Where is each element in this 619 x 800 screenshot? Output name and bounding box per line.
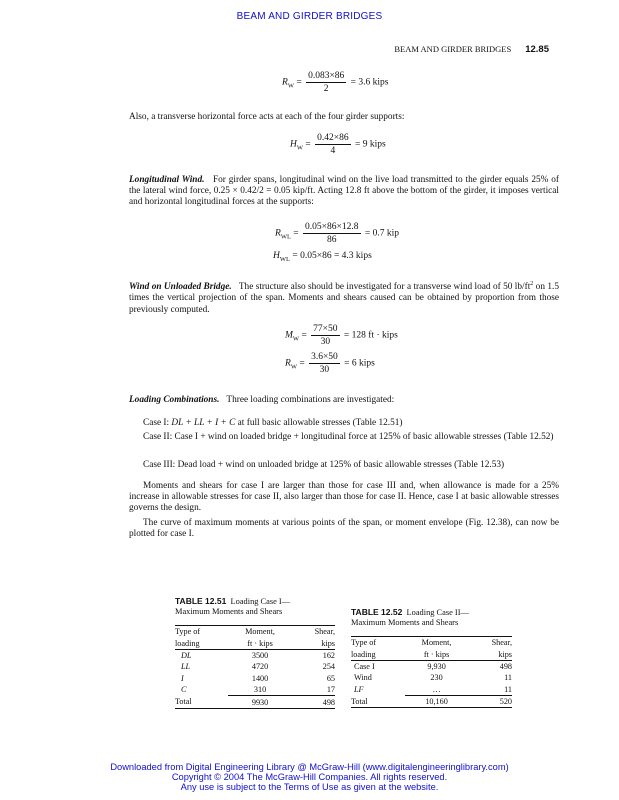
table-row: Case I 9,930 498 xyxy=(351,660,512,672)
heading-loading-combinations: Loading Combinations. xyxy=(129,395,220,405)
paragraph-longitudinal-wind: Longitudinal Wind. For girder spans, longitudinal wind on the live load transmitted to the girder equals 25% of the lateral wind force, 0.25 × 0.42/2 = 0.05 kip/ft. Acting 12.8 ft above the bottom of the girder, it imposes vertical and horizontal longitudinal forces at the supports: xyxy=(129,175,559,208)
paragraph-loading-combinations: Loading Combinations. Three loading combinations are investigated: xyxy=(129,395,395,405)
table-row: LL 4720 254 xyxy=(181,662,335,672)
case-2: Case II: Case I + wind on loaded bridge + longitudinal force at 125% of basic allowable stresses (Table 12.52) xyxy=(143,432,554,442)
table-12-51 xyxy=(175,596,335,709)
footer xyxy=(0,762,619,792)
table-caption: TABLE 12.52 Loading Case II— xyxy=(351,607,469,617)
paragraph-moments-shears: Moments and shears for case I are larger than those for case III and, when allowance is made for a 25% increase in allowable stresses for case II, also larger than those for case II. Hence, case I at basic allowable stresses governs the design. xyxy=(129,481,559,514)
heading-longitudinal-wind: Longitudinal Wind. xyxy=(129,175,205,185)
table-row: C 310 17 xyxy=(181,685,335,695)
case-3: Case III: Dead load + wind on unloaded bridge at 125% of basic allowable stresses (Table 12.53) xyxy=(143,460,505,470)
footer-copyright: Copyright © 2004 The McGraw-Hill Companies. All rights reserved. xyxy=(171,772,448,782)
table-caption: TABLE 12.51 Loading Case I— xyxy=(175,596,291,606)
page-number: 12.85 xyxy=(525,44,549,55)
equation-mw: $M_W$ = $\frac{77\times 50}{30}$ = 128 ft · kips xyxy=(285,324,398,347)
case-1: Case I: DL + LL + I + C at full basic allowable stresses (Table 12.51) xyxy=(143,418,403,428)
equation-hwl: $H_{WL} = 0.05\times 86 = 4.3$ kips xyxy=(273,251,372,263)
table-body: Type of Moment, Shear, loading ft · kips kips Case I 9,930 498 Wind 230 11 LF … 11 Total 10,160 520 xyxy=(351,638,512,707)
equation-rw: $R_W$ = $\frac{0.083\times 86}{2}$ = 3.6 kips xyxy=(282,71,389,94)
paragraph-moment-envelope: The curve of maximum moments at various points of the span, or moment envelope (Fig. 12.38), can now be plotted for case I. xyxy=(129,518,559,540)
table-body: Type of Moment, Shear, loading ft · kips kips DL 3500 162 LL 4720 254 I 1400 65 C 310 17 Total 9930 498 xyxy=(175,627,335,707)
footer-download-link[interactable]: Downloaded from Digital Engineering Library @ McGraw-Hill (www.digitalengineeringlibrary.com) xyxy=(110,762,509,772)
table-12-52 xyxy=(351,607,512,708)
table-caption-line2: Maximum Moments and Shears xyxy=(175,607,283,616)
table-total-row: Total 10,160 520 xyxy=(351,696,512,707)
table-row: LF … 11 xyxy=(354,684,512,694)
paragraph-transverse: Also, a transverse horizontal force acts at each of the four girder supports: xyxy=(129,112,405,122)
running-head xyxy=(394,44,549,55)
footer-terms[interactable]: Any use is subject to the Terms of Use as given at the website. xyxy=(180,782,439,792)
running-head-title: BEAM AND GIRDER BRIDGES xyxy=(394,44,512,54)
equation-hw: $H_W$ = $\frac{0.42\times 86}{4}$ = 9 kips xyxy=(290,133,386,156)
table-caption-line2: Maximum Moments and Shears xyxy=(351,618,459,627)
table-row: DL 3500 162 xyxy=(175,649,335,661)
table-total-row: Total 9930 498 xyxy=(175,697,335,707)
paragraph-unloaded-bridge: Wind on Unloaded Bridge. The structure also should be investigated for a transverse wind load of 50 $lb/ft^2$ on 1.5 times the vertical projection of the span. Moments and shears caused can be obtained by proportion from those previously computed. xyxy=(129,281,559,315)
book-banner: BEAM AND GIRDER BRIDGES xyxy=(236,11,383,22)
table-row: Wind 230 11 xyxy=(354,673,512,683)
heading-unloaded-bridge: Wind on Unloaded Bridge. xyxy=(129,282,232,293)
table-row: I 1400 65 xyxy=(181,673,335,683)
equation-rwl: $R_{WL}$ = $\frac{0.05\times 86\times 12.8}{86}$ = 0.7 kip xyxy=(275,222,399,245)
equation-rw-unloaded: $R_W$ = $\frac{3.6\times 50}{30}$ = 6 kips xyxy=(285,352,375,375)
